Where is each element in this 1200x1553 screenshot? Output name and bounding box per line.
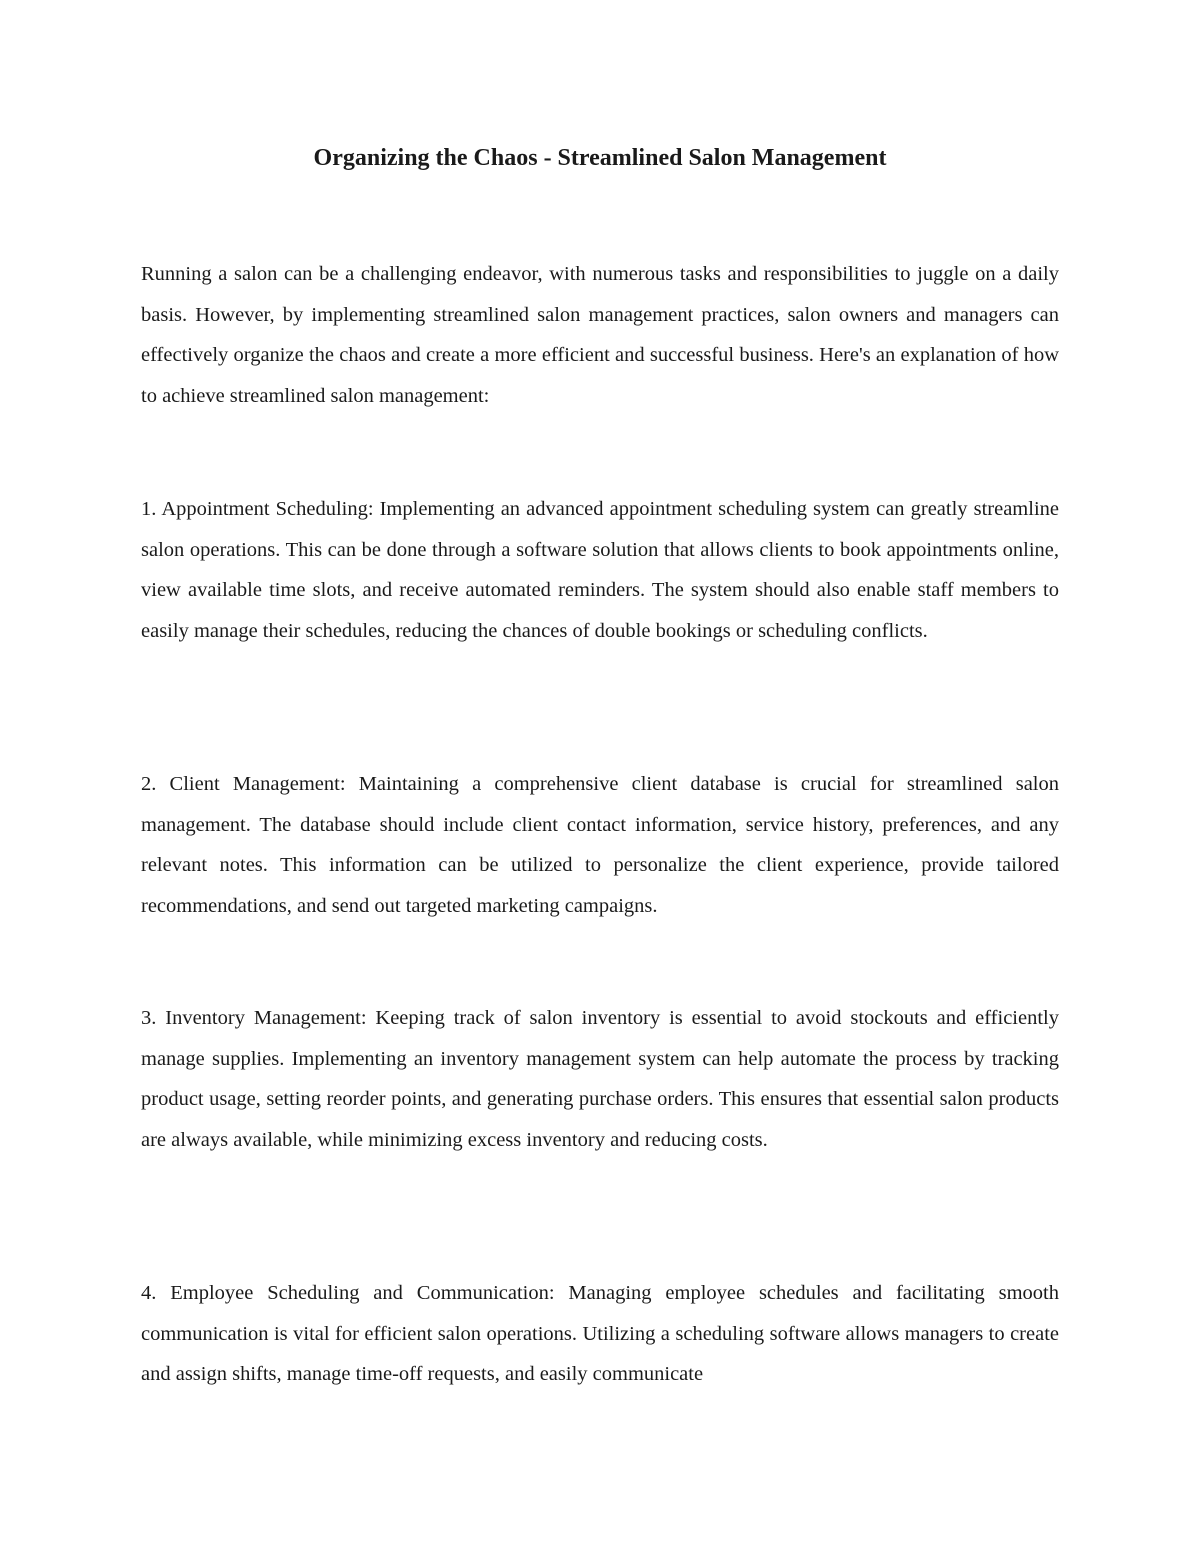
paragraph-employee-scheduling: 4. Employee Scheduling and Communication: Managing employee schedules and facilitating smooth communication is vital for efficient salon operations. Utilizing a scheduling software allows managers to create and assign shifts, manage time-off requests, and easily communicate xyxy=(141,1282,1059,1385)
document-title: Organizing the Chaos - Streamlined Salon Management xyxy=(313,145,887,171)
paragraph-appointment-scheduling: 1. Appointment Scheduling: Implementing an advanced appointment scheduling system can greatly streamline salon operations. This can be done through a software solution that allows clients to book appointments online, view available time slots, and receive automated reminders. The system should also enable staff members to easily manage their schedules, reducing the chances of double bookings or scheduling conflicts. xyxy=(141,498,1059,642)
paragraph-inventory-management: 3. Inventory Management: Keeping track of salon inventory is essential to avoid stockouts and efficiently manage supplies. Implementing an inventory management system can help automate the process by tracking product usage, setting reorder points, and generating purchase orders. This ensures that essential salon products are always available, while minimizing excess inventory and reducing costs. xyxy=(141,1007,1059,1151)
paragraph-client-management: 2. Client Management: Maintaining a comprehensive client database is crucial for streamlined salon management. The database should include client contact information, service history, preferences, and any relevant notes. This information can be utilized to personalize the client experience, provide tailored recommendations, and send out targeted marketing campaigns. xyxy=(141,773,1059,917)
intro-paragraph: Running a salon can be a challenging endeavor, with numerous tasks and responsibilities to juggle on a daily basis. However, by implementing streamlined salon management practices, salon owners and managers can effectively organize the chaos and create a more efficient and successful business. Here's an explanation of how to achieve streamlined salon management: xyxy=(141,263,1059,407)
